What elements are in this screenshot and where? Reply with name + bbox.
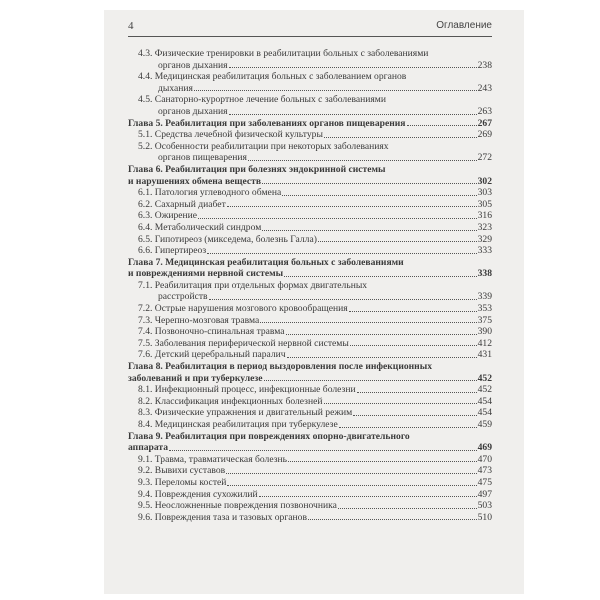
toc-entry-text: Глава 9. Реабилитация при повреждениях опорно-двигательного xyxy=(128,430,410,442)
toc-entry-row xyxy=(138,338,492,350)
toc-page-number: 412 xyxy=(477,337,492,349)
toc-entry-text: Глава 7. Медицинская реабилитация больных с заболеваниями xyxy=(128,256,404,268)
header-rule xyxy=(128,36,492,37)
toc-page-number: 243 xyxy=(477,82,492,94)
toc-page-number: 329 xyxy=(477,233,492,245)
dot-leader xyxy=(209,298,477,300)
toc-section-entry xyxy=(128,71,492,94)
dot-leader xyxy=(324,136,477,138)
toc-page-number: 238 xyxy=(477,59,492,71)
toc-section-entry xyxy=(128,280,492,303)
dot-leader xyxy=(286,333,477,335)
toc-entry-text: органов дыхания xyxy=(158,59,228,71)
dot-leader xyxy=(324,402,477,404)
dot-leader xyxy=(264,379,477,381)
toc-page-number: 375 xyxy=(477,314,492,326)
toc-section-entry xyxy=(128,396,492,408)
toc-entry-row xyxy=(138,465,492,477)
dot-leader xyxy=(288,460,477,462)
toc-section-entry xyxy=(128,454,492,466)
dot-leader xyxy=(349,310,477,312)
toc-section-entry xyxy=(128,234,492,246)
dot-leader xyxy=(287,356,477,358)
toc-page-number: 459 xyxy=(477,419,492,430)
toc-chapter-entry xyxy=(128,118,492,130)
toc-entry-row xyxy=(138,106,492,118)
toc-section-entry xyxy=(128,338,492,350)
toc-section-entry xyxy=(128,187,492,199)
toc-entry-text: 6.6. Гипертиреоз xyxy=(138,245,207,257)
toc-entry-text: 7.4. Позвоночно-спинальная травма xyxy=(138,326,285,338)
toc-section-entry xyxy=(128,303,492,315)
dot-leader xyxy=(308,518,477,520)
toc-entry-row xyxy=(138,349,492,361)
toc-chapter-entry xyxy=(128,164,492,187)
toc-entry-text: и повреждениями нервной системы xyxy=(128,268,284,280)
toc-entry-text: 5.1. Средства лечебной физической культуры xyxy=(138,129,323,141)
toc-entry-row xyxy=(138,152,492,164)
toc-page-number: 333 xyxy=(477,245,492,257)
toc-page-number: 390 xyxy=(477,326,492,338)
toc-entry-row xyxy=(128,176,492,188)
toc-section-entry xyxy=(128,245,492,257)
toc-page-number: 475 xyxy=(477,476,492,488)
toc-entry-row xyxy=(138,60,492,72)
toc-entry-text: 4.4. Медицинская реабилитация больных с заболеванием органов xyxy=(138,71,407,83)
toc-entry-row xyxy=(138,384,492,396)
toc-page-number: 302 xyxy=(477,175,492,187)
toc-entry-text: 9.1. Травма, травматическая болезнь xyxy=(138,453,288,465)
dot-leader xyxy=(357,391,477,393)
toc-section-entry xyxy=(128,210,492,222)
toc-page-number: 269 xyxy=(477,129,492,141)
toc-section-entry xyxy=(128,500,492,512)
toc-chapter-entry xyxy=(128,257,492,280)
toc-page-number: 470 xyxy=(477,453,492,465)
toc-entry-text: Глава 5. Реабилитация при заболеваниях органов пищеварения xyxy=(128,117,406,129)
dot-leader xyxy=(339,426,477,428)
toc-section-entry xyxy=(128,141,492,164)
toc-page-number: 263 xyxy=(477,105,492,117)
toc-page-number: 323 xyxy=(477,221,492,233)
dot-leader xyxy=(227,205,477,207)
toc-entry-text: 9.4. Повреждения сухожилий xyxy=(138,488,258,500)
toc-section-entry xyxy=(128,315,492,327)
toc-entry-row xyxy=(138,500,492,512)
toc-entry-text: заболеваний и при туберкулезе xyxy=(128,372,263,384)
page-number: 4 xyxy=(128,20,134,32)
toc-page-number: 338 xyxy=(477,268,492,280)
toc-section-entry xyxy=(128,94,492,117)
toc-section-entry xyxy=(128,129,492,141)
dot-leader xyxy=(226,472,476,474)
toc-entry-text: органов пищеварения xyxy=(158,152,247,164)
toc-section-entry xyxy=(128,326,492,338)
toc-entry-text: дыхания xyxy=(158,82,193,94)
toc-page-number: 503 xyxy=(477,500,492,512)
toc-section-entry xyxy=(128,465,492,477)
toc-section-entry xyxy=(128,384,492,396)
toc-entry-text: 9.6. Повреждения таза и тазовых органов xyxy=(138,511,308,523)
table-of-contents xyxy=(128,48,492,523)
toc-entry-text: 8.2. Классификация инфекционных болезней xyxy=(138,395,323,407)
toc-entry-row xyxy=(138,454,492,466)
dot-leader xyxy=(262,182,477,184)
toc-section-entry xyxy=(128,48,492,71)
toc-entry-row xyxy=(138,129,492,141)
toc-entry-text: 6.4. Метаболический синдром xyxy=(138,221,262,233)
dot-leader xyxy=(198,217,477,219)
dot-leader xyxy=(350,344,477,346)
toc-page-number: 316 xyxy=(477,210,492,222)
dot-leader xyxy=(260,321,476,323)
toc-entry-row xyxy=(138,396,492,408)
toc-entry-row xyxy=(138,512,492,524)
toc-entry-row xyxy=(138,419,492,431)
toc-entry-text: 8.4. Медицинская реабилитация при туберкулезе xyxy=(138,419,338,430)
toc-entry-text: 7.6. Детский церебральный паралич xyxy=(138,349,286,361)
toc-entry-row xyxy=(138,245,492,257)
toc-entry-row xyxy=(138,222,492,234)
toc-entry-text: Глава 8. Реабилитация в период выздоровления после инфекционных xyxy=(128,361,432,373)
toc-section-entry xyxy=(128,512,492,524)
dot-leader xyxy=(169,449,477,451)
dot-leader xyxy=(229,113,477,115)
toc-page-number: 272 xyxy=(477,152,492,164)
toc-page-number: 303 xyxy=(477,187,492,199)
toc-entry-row xyxy=(138,210,492,222)
toc-entry-row xyxy=(138,315,492,327)
toc-entry-text: Глава 6. Реабилитация при болезнях эндокринной системы xyxy=(128,163,386,175)
toc-entry-row xyxy=(138,234,492,246)
toc-page-number: 339 xyxy=(477,291,492,303)
toc-entry-row xyxy=(138,199,492,211)
toc-entry-row xyxy=(138,489,492,501)
toc-section-entry xyxy=(128,407,492,419)
toc-entry-row xyxy=(138,303,492,315)
toc-page-number: 497 xyxy=(477,488,492,500)
toc-entry-row xyxy=(138,326,492,338)
toc-page-number: 452 xyxy=(477,384,492,396)
dot-leader xyxy=(194,89,477,91)
toc-page-number: 353 xyxy=(477,303,492,315)
dot-leader xyxy=(262,229,476,231)
toc-entry-text: 7.3. Черепно-мозговая травма xyxy=(138,314,260,326)
dot-leader xyxy=(207,252,476,254)
toc-entry-text: 8.1. Инфекционный процесс, инфекционные болезни xyxy=(138,384,356,396)
toc-page-number: 510 xyxy=(477,511,492,523)
toc-chapter-entry xyxy=(128,361,492,384)
toc-section-entry xyxy=(128,222,492,234)
toc-page-number: 469 xyxy=(477,442,492,454)
dot-leader xyxy=(227,484,476,486)
toc-entry-text: 5.2. Особенности реабилитации при некоторых заболеваниях xyxy=(138,140,389,152)
toc-entry-row xyxy=(128,268,492,280)
toc-entry-row xyxy=(128,373,492,385)
toc-section-entry xyxy=(128,419,492,431)
toc-section-entry xyxy=(128,199,492,211)
toc-entry-text: 6.3. Ожирение xyxy=(138,210,198,222)
toc-chapter-entry xyxy=(128,431,492,454)
toc-entry-text: расстройств xyxy=(158,291,208,303)
dot-leader xyxy=(282,194,476,196)
toc-section-entry xyxy=(128,489,492,501)
toc-entry-text: 4.3. Физические тренировки в реабилитации больных с заболеваниями xyxy=(138,48,429,59)
toc-entry-row xyxy=(138,83,492,95)
toc-page-number: 473 xyxy=(477,465,492,477)
toc-entry-text: 6.2. Сахарный диабет xyxy=(138,198,226,210)
dot-leader xyxy=(229,66,477,68)
toc-page-number: 431 xyxy=(477,349,492,361)
dot-leader xyxy=(338,507,477,509)
toc-section-entry xyxy=(128,477,492,489)
toc-page-number: 452 xyxy=(477,372,492,384)
toc-entry-text: 7.2. Острые нарушения мозгового кровообращения xyxy=(138,303,348,315)
toc-entry-text: 6.5. Гипотиреоз (микседема, болезнь Галла) xyxy=(138,233,317,245)
toc-entry-row xyxy=(138,187,492,199)
running-title: Оглавление xyxy=(436,20,492,31)
toc-entry-text: 9.2. Вывихи суставов xyxy=(138,465,226,477)
toc-entry-text: 9.5. Неосложненные повреждения позвоночника xyxy=(138,500,337,512)
toc-entry-text: 4.5. Санаторно-курортное лечение больных с заболеваниями xyxy=(138,94,387,106)
toc-entry-row xyxy=(138,407,492,419)
toc-page-number: 454 xyxy=(477,395,492,407)
toc-entry-text: 6.1. Патология углеводного обмена xyxy=(138,187,282,199)
toc-entry-text: 9.3. Переломы костей xyxy=(138,476,227,488)
toc-entry-text: 7.5. Заболевания периферической нервной системы xyxy=(138,337,349,349)
dot-leader xyxy=(353,414,476,416)
toc-entry-text: 8.3. Физические упражнения и двигательный режим xyxy=(138,407,353,419)
toc-page-number: 305 xyxy=(477,198,492,210)
toc-entry-text: 7.1. Реабилитация при отдельных формах двигательных xyxy=(138,279,368,291)
toc-entry-row xyxy=(128,118,492,130)
toc-entry-text: органов дыхания xyxy=(158,105,228,117)
dot-leader xyxy=(407,124,477,126)
toc-page-number: 267 xyxy=(477,117,492,129)
toc-entry-row xyxy=(128,442,492,454)
dot-leader xyxy=(318,240,477,242)
dot-leader xyxy=(259,495,477,497)
toc-entry-row xyxy=(138,291,492,303)
dot-leader xyxy=(284,275,476,277)
toc-entry-row xyxy=(138,477,492,489)
dot-leader xyxy=(248,159,477,161)
toc-entry-text: аппарата xyxy=(128,442,169,454)
toc-section-entry xyxy=(128,349,492,361)
toc-page-number: 454 xyxy=(477,407,492,419)
toc-entry-text: и нарушениях обмена веществ xyxy=(128,175,262,187)
